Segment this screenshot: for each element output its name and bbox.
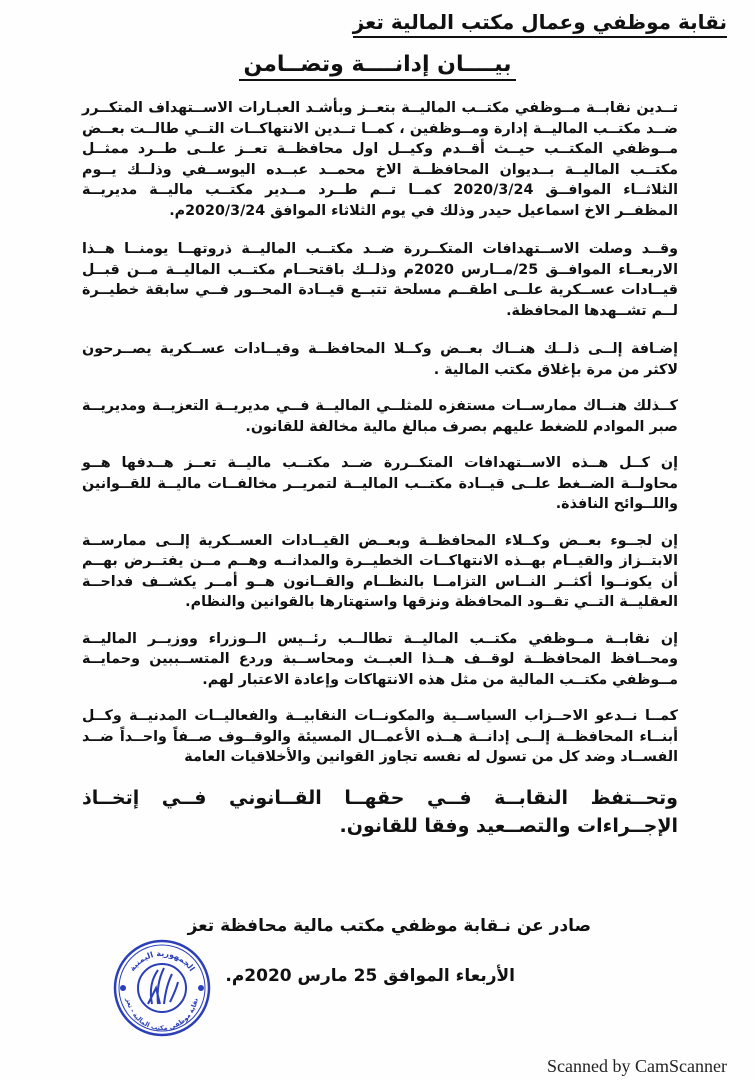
document-title-wrapper: [0, 52, 755, 77]
seal-top-text: الجمهورية اليمنية: [127, 948, 197, 973]
paragraph-2: وقــد وصلت الاســتهدافات المتكــررة ضــد مكتــب الماليــة ذروتهــا يومنــا هــذا الاربعــاء الموافــق 25/مــارس 2020م وذلــك باقتحــام مكتــب الماليــة مــن قبــل قيــادات عســكرية علــى اطقــم مسلحة تتبــع قيــادة المحــور فــي سابقة خطيــرة لــم تشــهدها المحافظة.: [82, 241, 678, 319]
closing-statement: وتحــتفظ النقابــة فــي حقهــا القــانوني فــي إتخــاذ الإجــراءات والتصــعيد وفقا للقانون.: [82, 786, 678, 837]
paragraph-3: إضـافة إلــى ذلــك هنــاك بعــض وكــلا المحافظــة وقيــادات عســكرية يصــرحون لاكثر من مرة بإغلاق مكتب المالية .: [82, 341, 678, 378]
seal-dot-left: [120, 985, 126, 991]
paragraph-1: تــدين نقابــة مــوظفي مكتــب الماليــة بتعــز وبأشـد العبـارات الاســتهداف المتكــرر ضــد مكتــب الماليــة إدارة ومــوظفين ، كمــا تــدين الانتهاكــات التــي طالــت بعــض مــوظفي المكتــب حيــث أقــدم وكيــل اول محافظــة تعــز علــى طــرد ممثــل مكتــب الماليــة بــديوان المحافظــة الاخ محمــد عبــده اليوســفي وذلــك يــوم الثلاثــاء الموافــق 2020/3/24 كمــا تــم طــرد مــدير مكتــب ماليــة مديريــة المظفــر الاخ اسماعيل حيدر وذلك في يوم الثلاثاء الموافق 2020/3/24م.: [82, 100, 679, 219]
seal-dot-right: [198, 985, 204, 991]
document-body: [82, 98, 678, 856]
seal-emblem: [148, 968, 178, 1004]
paragraph-4: كــذلك هنــاك ممارســات مستفزه للمثلــي الماليــة فــي مديريــة التعزيــة ومديريــة صبر الموادم للضغط عليهم بصرف مبالغ مالية مخالفة للقانون.: [82, 398, 678, 435]
seal-bottom-text: نقابة موظفي مكتب المالية - تعز: [124, 997, 200, 1033]
document-title: بيــــان إدانــــة وتضــامن: [239, 52, 515, 81]
paragraph-5: إن كــل هــذه الاســتهدافات المتكــررة ضــد مكتــب ماليــة تعــز هــدفها هــو محاولــة الضــغط علــى قيــادة مكتــب الماليــة لتمريــر مخالفــات ماليــة للقــوانين واللــوائح النافذة.: [82, 455, 678, 512]
scanner-watermark: Scanned by CamScanner: [547, 1056, 727, 1076]
issuer-line: صادر عن نـقابة موظفي مكتب مالية محافظة تعز: [187, 916, 591, 936]
paragraph-6: إن لجــوء بعــض وكــلاء المحافظــة وبعــض القيــادات العســكرية إلــى ممارســة الابتــزاز والقيــام بهــذه الانتهاكــات الخطيــرة والمدانــه وهــم مــن يفتــرض بهــم أن يكونــوا أكثــر النــاس التزامــا بالنظــام والقــانون هــو أمــر يكشــف فداحــة العقليــة التــي تقــود المحافظة ونزقها واستهتارها بالقوانين والنظام.: [82, 532, 678, 610]
organization-header: نقابة موظفي وعمال مكتب المالية تعز: [353, 10, 727, 38]
paragraph-8: كمــا نــدعو الاحــزاب السياســية والمكونــات النقابيــة والفعاليــات المدنيــة وكــل أبنــاء المحافظــة إلــى إدانــة هــذه الأعمــال المسيئة والوقــوف صــفاً واحــداً ضــد الفســاد وضد كل من تسول له نفسه تجاوز القوانين والأخلاقيات العامة: [82, 708, 678, 765]
issue-date: الأربعاء الموافق 25 مارس 2020م.: [225, 966, 515, 986]
paragraph-7: إن نقابــة مــوظفي مكتــب الماليــة تطالــب رئــيس الــوزراء ووزيــر الماليــة ومحــافظ المحافظــة لوقــف هــذا العبــث ومحاســبة وردع المتســببين وحمايــة مــوظفي مكتــب المالية من مثل هذه الانتهاكات وإعادة الاعتبار لهم.: [82, 630, 678, 688]
official-seal-icon: [112, 938, 212, 1038]
